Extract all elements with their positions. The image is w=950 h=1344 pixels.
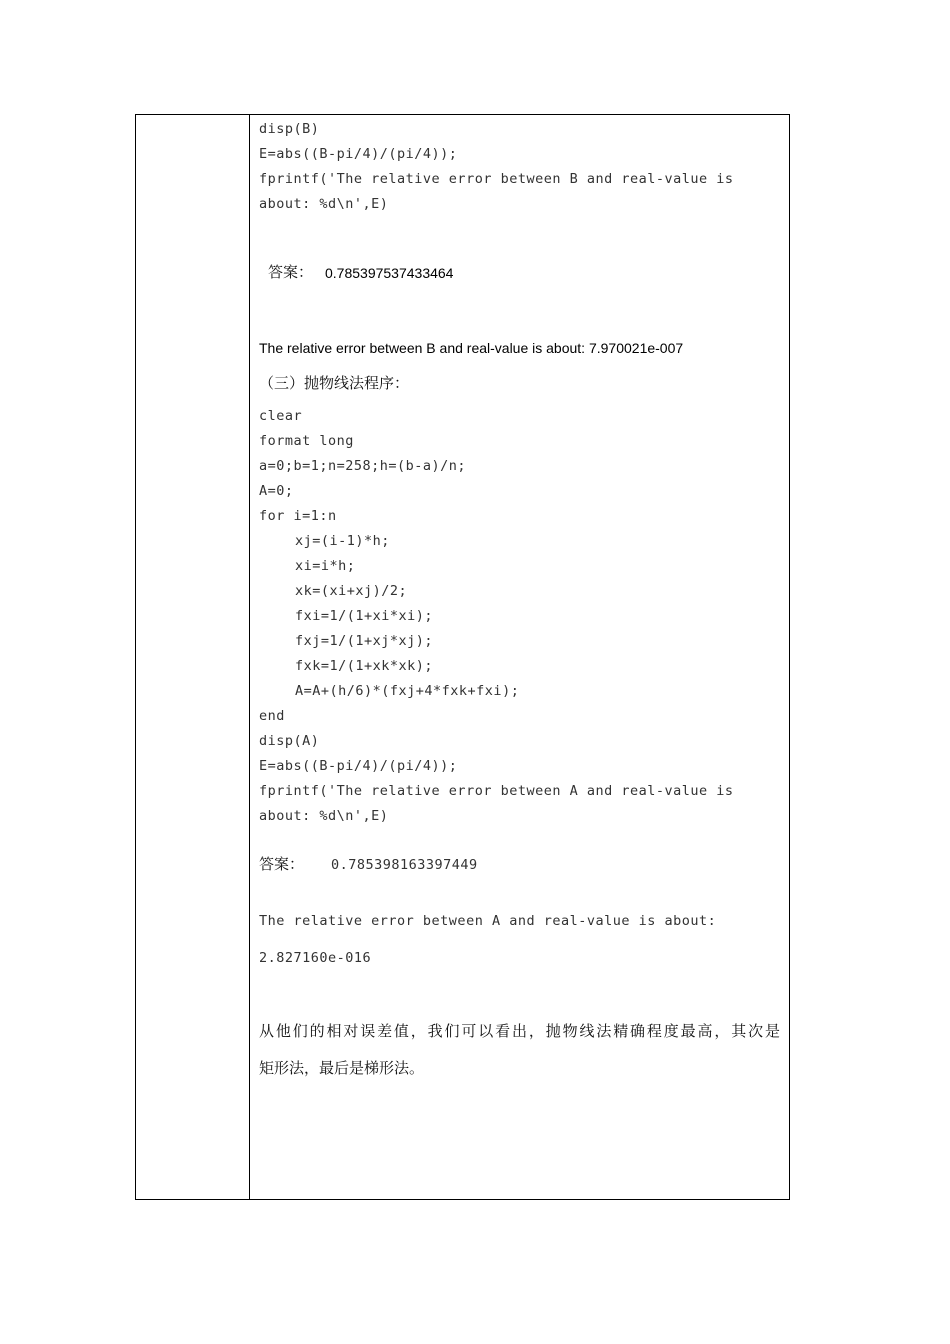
code-line: E=abs((B-pi/4)/(pi/4)); [259, 758, 458, 774]
code-line: format long [259, 433, 354, 449]
report-table [135, 114, 790, 1200]
table-content-cell [250, 115, 789, 1199]
answer-a-value: 0.785398163397449 [331, 857, 478, 873]
code-line: E=abs((B-pi/4)/(pi/4)); [259, 146, 458, 162]
code-line: about: %d\n',E) [259, 196, 389, 212]
code-line: for i=1:n [259, 508, 337, 524]
relative-error-a-line2: 2.827160e-016 [259, 950, 372, 966]
section-heading: （三）抛物线法程序： [259, 374, 410, 392]
code-line: disp(A) [259, 733, 320, 749]
code-line: fxj=1/(1+xj*xj); [295, 633, 434, 649]
code-line: clear [259, 408, 303, 424]
code-line: xi=i*h; [295, 558, 356, 574]
answer-a-label: 答案： [259, 855, 305, 873]
code-line: end [259, 708, 285, 724]
code-line: A=0; [259, 483, 294, 499]
code-line: disp(B) [259, 121, 320, 137]
conclusion-line2: 矩形法，最后是梯形法。 [259, 1059, 425, 1077]
answer-b-label: 答案： [268, 263, 314, 281]
code-line: about: %d\n',E) [259, 808, 389, 824]
code-line: fprintf('The relative error between B and real-value is [259, 171, 734, 187]
code-line: fxi=1/(1+xi*xi); [295, 608, 434, 624]
answer-b-value: 0.785397537433464 [325, 265, 454, 281]
conclusion-line1: 从他们的相对误差值，我们可以看出，抛物线法精确程度最高，其次是 [259, 1022, 780, 1040]
table-left-cell [136, 115, 250, 1199]
code-line: xj=(i-1)*h; [295, 533, 390, 549]
relative-error-a-line1: The relative error between A and real-value is about: [259, 913, 717, 929]
code-line: fprintf('The relative error between A and real-value is [259, 783, 734, 799]
relative-error-b: The relative error between B and real-value is about: 7.970021e-007 [259, 340, 684, 356]
code-line: fxk=1/(1+xk*xk); [295, 658, 434, 674]
code-line: xk=(xi+xj)/2; [295, 583, 408, 599]
code-line: A=A+(h/6)*(fxj+4*fxk+fxi); [295, 683, 520, 699]
code-line: a=0;b=1;n=258;h=(b-a)/n; [259, 458, 467, 474]
